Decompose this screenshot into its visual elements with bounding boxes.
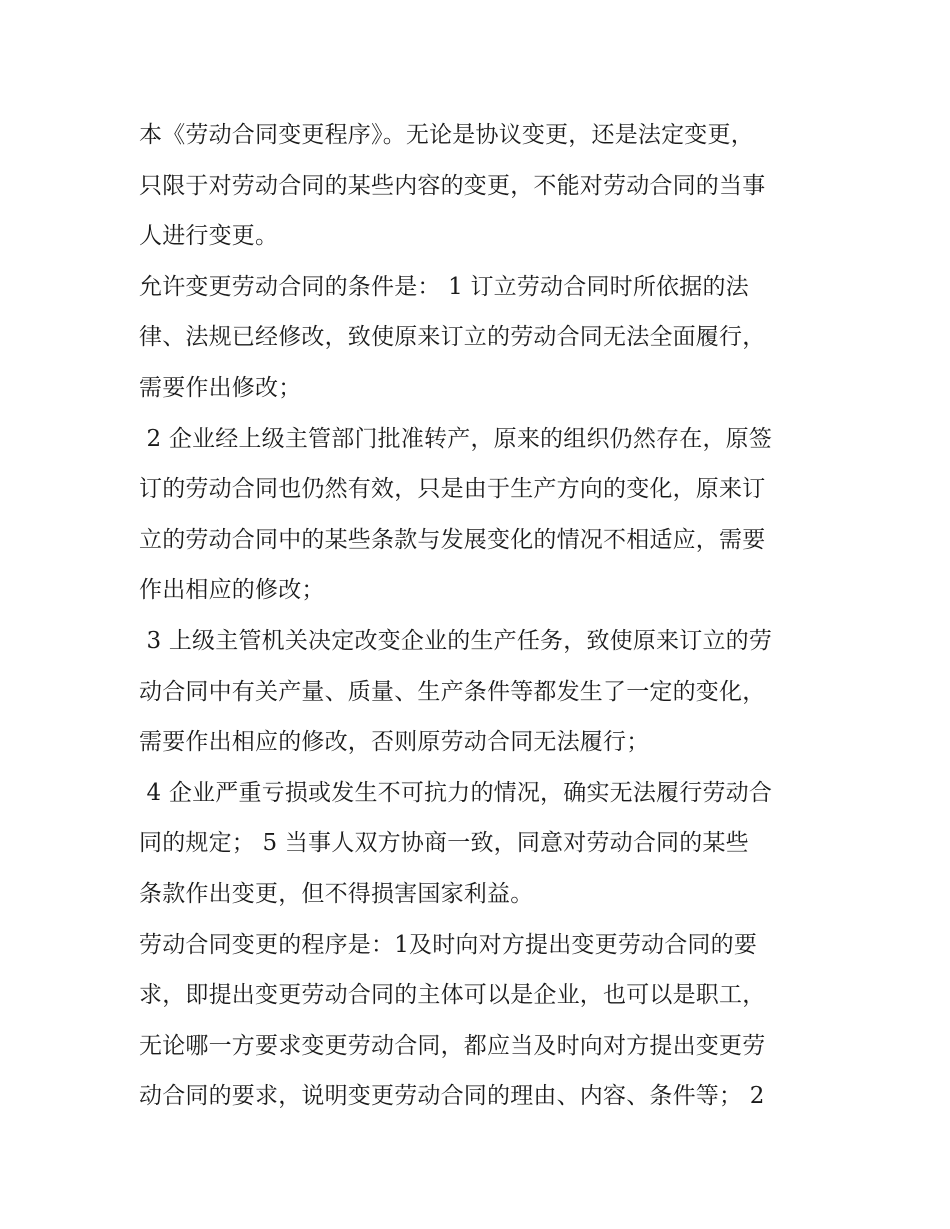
text-line: 允许变更劳动合同的条件是： 1 订立劳动合同时所依据的法 <box>139 273 749 300</box>
text-line: 需要作出相应的修改，否则原劳动合同无法履行； <box>139 729 650 756</box>
text-line: 条款作出变更，但不得损害国家利益。 <box>139 880 534 907</box>
body-text <box>139 110 819 1122</box>
text-line: 本《劳动合同变更程序》。无论是协议变更，还是法定变更， <box>139 122 754 148</box>
text-line: 人进行变更。 <box>139 223 279 250</box>
text-line: 只限于对劳动合同的某些内容的变更，不能对劳动合同的当事 <box>139 172 766 199</box>
text-line: 作出相应的修改； <box>139 577 325 604</box>
text-line: 律、法规已经修改，致使原来订立的劳动合同无法全面履行， <box>139 324 766 351</box>
text-line: 立的劳动合同中的某些条款与发展变化的情况不相适应，需要 <box>139 526 766 553</box>
text-line: 3 上级主管机关决定改变企业的生产任务，致使原来订立的劳 <box>139 627 773 654</box>
text-line: 需要作出修改； <box>139 374 302 401</box>
text-line: 动合同中有关产量、质量、生产条件等都发生了一定的变化， <box>139 678 766 705</box>
text-line: 求，即提出变更劳动合同的主体可以是企业，也可以是职工， <box>139 982 766 1009</box>
text-line: 无论哪一方要求变更劳动合同，都应当及时向对方提出变更劳 <box>139 1032 766 1059</box>
text-line: 2 企业经上级主管部门批准转产，原来的组织仍然存在，原签 <box>139 425 773 452</box>
text-line: 4 企业严重亏损或发生不可抗力的情况，确实无法履行劳动合 <box>139 779 773 806</box>
text-line: 劳动合同变更的程序是：1及时向对方提出变更劳动合同的要 <box>139 931 758 958</box>
text-line: 订的劳动合同也仍然有效，只是由于生产方向的变化，原来订 <box>139 476 766 503</box>
text-line: 同的规定； 5 当事人双方协商一致，同意对劳动合同的某些 <box>139 830 749 857</box>
text-line: 动合同的要求，说明变更劳动合同的理由、内容、条件等； 2 <box>139 1083 765 1110</box>
